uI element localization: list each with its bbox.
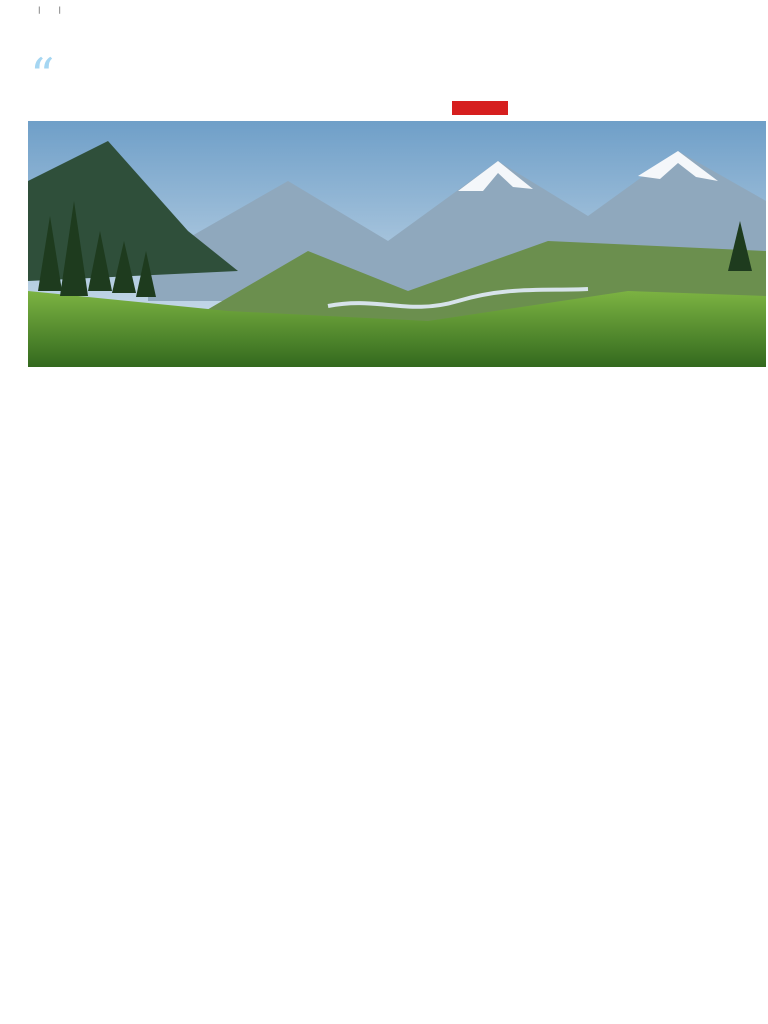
top-info-line: | |	[38, 6, 61, 14]
weekly-badge	[452, 101, 508, 115]
quote-box	[30, 48, 190, 118]
kashmir-landscape-illustration	[28, 121, 766, 367]
masthead-tagline	[514, 102, 764, 114]
page-ref-4[interactable]	[333, 60, 443, 110]
quote-mark-icon: “	[30, 48, 55, 104]
page-ref-3[interactable]	[218, 60, 328, 110]
hero-image	[28, 121, 766, 367]
masthead-title	[453, 45, 763, 101]
